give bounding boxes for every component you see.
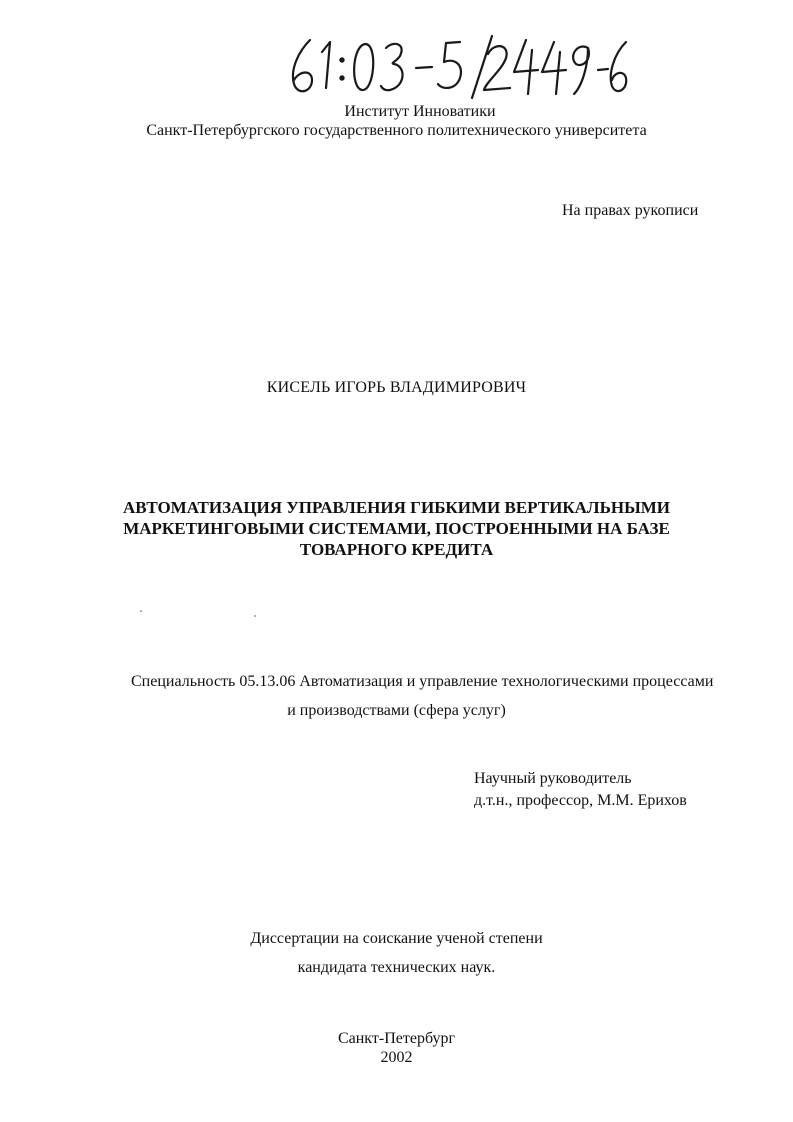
dissertation-title — [0, 497, 793, 560]
scan-speck — [254, 615, 256, 617]
specialty-line-1: Специальность 05.13.06 Автоматизация и управление технологическими процессами — [131, 673, 714, 690]
institute-name: Институт Инноватики — [344, 103, 496, 120]
university-name: Санкт-Петербургского государственного политехнического университета — [146, 122, 647, 139]
supervisor-name: д.т.н., профессор, М.М. Ерихов — [474, 792, 687, 809]
specialty-line-2: и производствами (сфера услуг) — [287, 702, 506, 719]
title-line-3: ТОВАРНОГО КРЕДИТА — [299, 540, 494, 559]
author-name: КИСЕЛЬ ИГОРЬ ВЛАДИМИРОВИЧ — [266, 379, 527, 396]
supervisor-label: Научный руководитель — [474, 770, 632, 787]
dissertation-line-1: Диссертации на соискание ученой степени — [250, 930, 543, 947]
title-line-2: МАРКЕТИНГОВЫМИ СИСТЕМАМИ, ПОСТРОЕННЫМИ НА БАЗЕ — [123, 519, 670, 538]
place-name: Санкт-Петербург — [337, 1030, 456, 1047]
handwritten-number-drawing — [282, 30, 627, 100]
title-line-1: АВТОМАТИЗАЦИЯ УПРАВЛЕНИЯ ГИБКИМИ ВЕРТИКАЛЬНЫМИ — [122, 498, 671, 517]
year: 2002 — [380, 1049, 413, 1066]
manuscript-note: На правах рукописи — [562, 202, 699, 219]
handwritten-archive-number — [282, 30, 627, 100]
scan-speck — [140, 610, 142, 612]
dissertation-line-2: кандидата технических наук. — [297, 959, 496, 976]
